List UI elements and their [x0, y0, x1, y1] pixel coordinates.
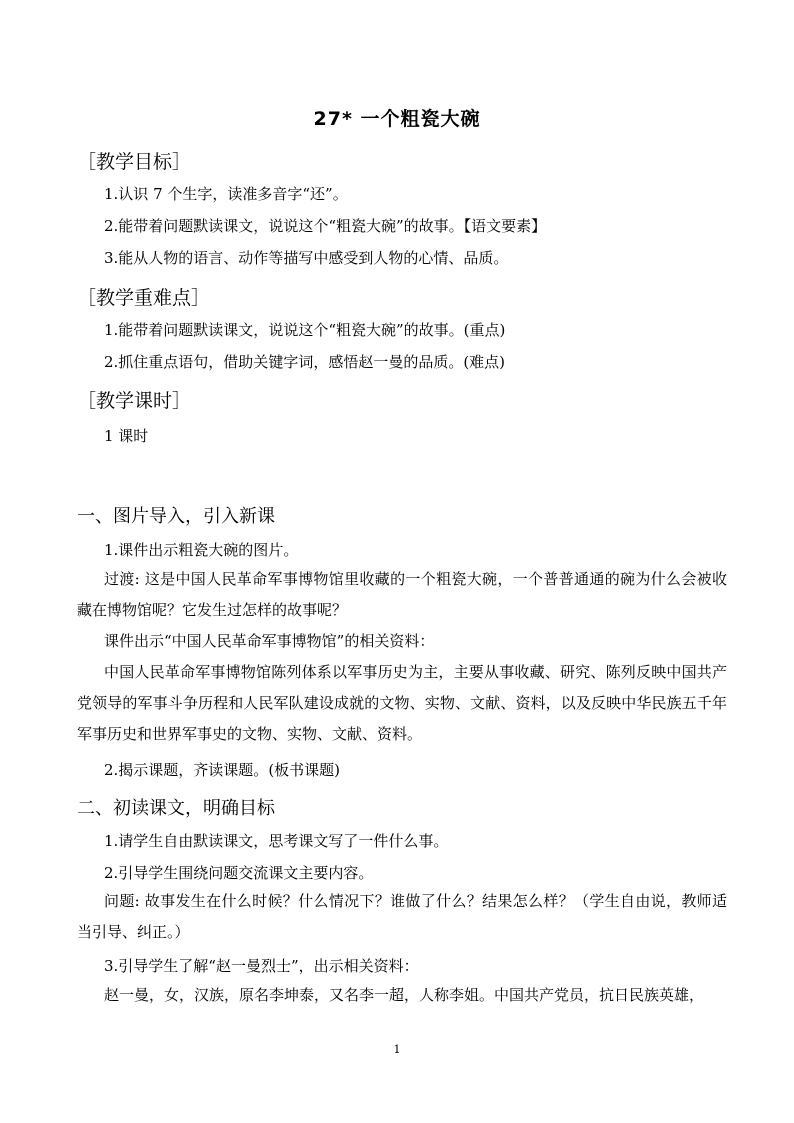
part2-paragraph: 1.请学生自由默读课文，思考课文写了一件什么事。 — [104, 832, 449, 850]
objective-item: 1.认识 7 个生字，读准多音字“还”。 — [104, 185, 348, 203]
objective-item: 2.能带着问题默读课文，说说这个“粗瓷大碗”的故事。【语文要素】 — [104, 217, 547, 235]
lesson-title: 27* 一个粗瓷大碗 — [313, 108, 481, 130]
class-hours-value: 1 课时 — [104, 427, 149, 445]
part1-heading: 一、图片导入，引入新课 — [77, 506, 275, 527]
part2-paragraph: 2.引导学生围绕问题交流课文主要内容。 — [104, 864, 374, 882]
page-number: 1 — [393, 1043, 401, 1056]
part2-paragraph: 赵一曼，女，汉族，原名李坤泰，又名李一超，人称李姐。中国共产党员，抗日民族英雄， — [104, 986, 705, 1004]
part1-paragraph: 课件出示“中国人民革命军事博物馆”的相关资料： — [104, 632, 435, 650]
part2-paragraph: 3.引导学生了解“赵一曼烈士”，出示相关资料： — [104, 957, 419, 975]
objectives-heading: ［教学目标］ — [77, 151, 192, 173]
objective-item: 3.能从人物的语言、动作等描写中感受到人物的心情、品质。 — [104, 249, 509, 267]
part2-heading: 二、初读课文，明确目标 — [77, 798, 275, 819]
part1-paragraph: 2.揭示课题，齐读课题。(板书课题) — [104, 761, 341, 779]
key-points-heading: ［教学重难点］ — [77, 287, 211, 309]
part1-paragraph: 1.课件出示粗瓷大碗的图片。 — [104, 541, 299, 559]
class-hours-heading: ［教学课时］ — [77, 390, 192, 412]
part1-paragraph: 过渡: 这是中国人民革命军事博物馆里收藏的一个粗瓷大碗，一个普普通通的碗为什么会被收藏在博物馆呢？它发生过怎样的故事呢？ — [77, 570, 727, 619]
part1-paragraph: 中国人民革命军事博物馆陈列体系以军事历史为主，主要从事收藏、研究、陈列反映中国共产党领导的军事斗争历程和人民军队建设成就的文物、实物、文献、资料，以及反映中华民族五千年军事历史和世界军事史的文物、实物、文献、资料。 — [77, 663, 727, 743]
key-point-item: 2.抓住重点语句，借助关键字词，感悟赵一曼的品质。(难点) — [104, 353, 506, 371]
key-point-item: 1.能带着问题默读课文，说说这个“粗瓷大碗”的故事。(重点) — [104, 321, 506, 339]
part2-paragraph: 问题: 故事发生在什么时候？什么情况下？谁做了什么？结果怎么样？（学生自由说，教师适当引导、纠正。） — [77, 892, 727, 941]
